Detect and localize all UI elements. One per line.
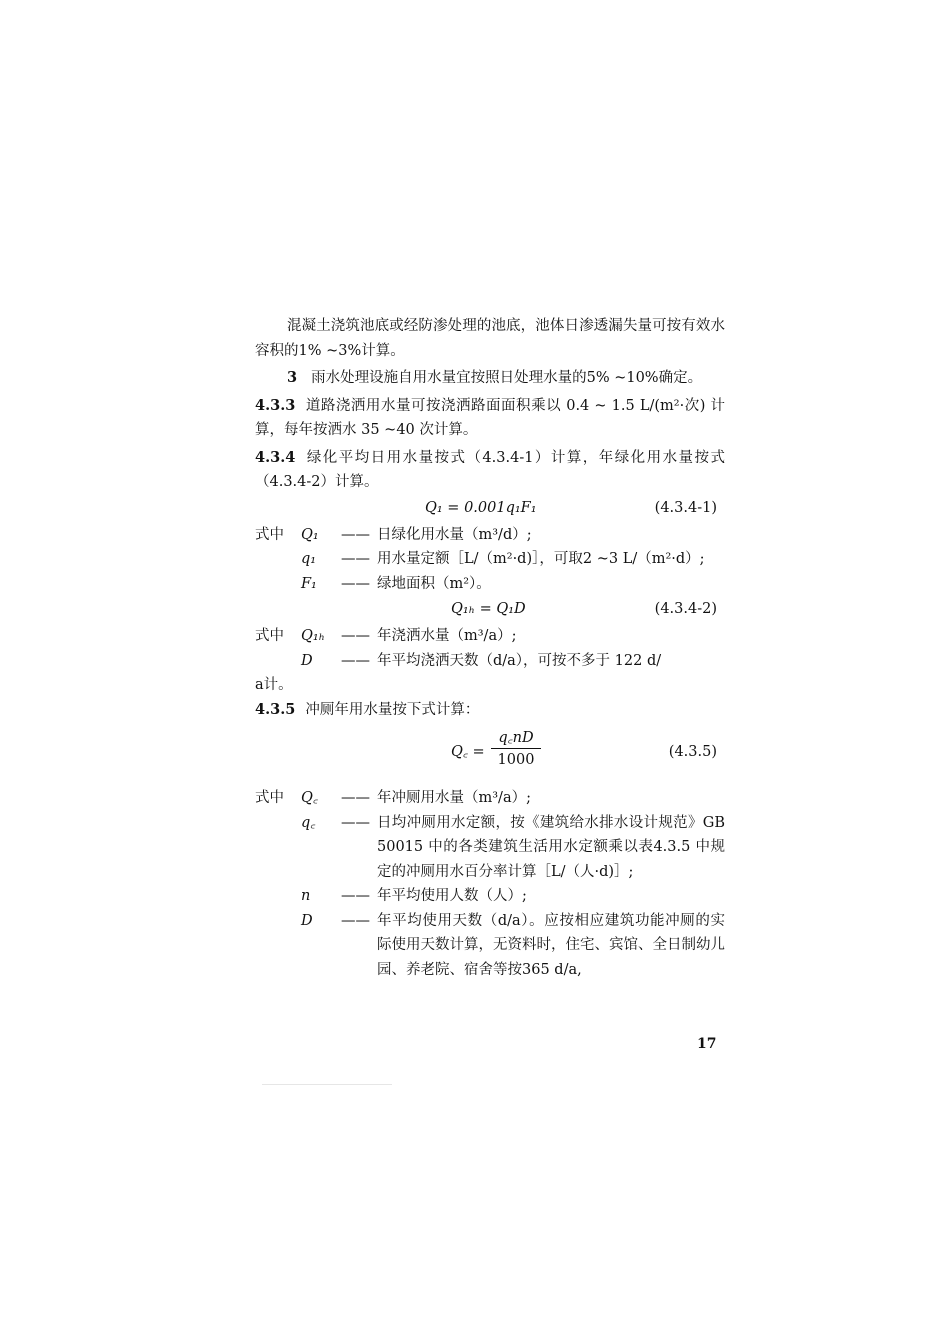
where-label: [255, 547, 301, 572]
symbol: q₁: [301, 551, 317, 567]
where-label: 式中: [255, 628, 284, 644]
definition-text: 年冲厕用水量（m³/a）;: [377, 790, 531, 806]
page-number: 17: [697, 1036, 717, 1052]
symbol: Q₁ₕ: [301, 628, 325, 644]
clause-4-3-4: [255, 446, 725, 495]
clause-text: 冲厕年用水量按下式计算：: [305, 701, 480, 718]
definition-text: 年平均浇洒天数（d/a），可按不多于 122 d/: [377, 652, 662, 669]
clause-number: 4.3.5: [255, 700, 296, 718]
fraction-denominator: 1000: [497, 752, 535, 768]
symbol: Q₁: [301, 526, 319, 543]
formula-expression: Q₁ = 0.001q₁F₁: [425, 499, 537, 516]
item-3: [255, 366, 725, 391]
definition-row: [255, 572, 725, 597]
definition-row: [255, 786, 725, 811]
formula-expression: Q₁ₕ = Q₁D: [451, 601, 526, 617]
clause-text: 道路浇洒用水量可按浇洒路面面积乘以 0.4 ~ 1.5 L/(m²·次) 计算，每年按洒水 35 ~40 次计算。: [255, 397, 725, 438]
definition-text: 日均冲厕用水定额，按《建筑给水排水设计规范》GB 50015 中的各类建筑生活用水定额乘以表4.3.5 中规定的冲厕用水百分率计算［L/（人·d)］;: [377, 814, 725, 880]
clause-4-3-3: [255, 394, 725, 443]
dash: ——: [341, 912, 370, 929]
faint-divider: [262, 1084, 392, 1085]
clause-4-3-5: [255, 698, 725, 723]
where-label: [255, 811, 301, 885]
dash: ——: [341, 790, 370, 806]
formula-number: (4.3.4-2): [654, 601, 717, 617]
definitions-3: [255, 786, 725, 982]
dash: ——: [341, 526, 370, 543]
item-number: 3: [287, 369, 298, 386]
clause-text: 绿化平均日用水量按式（4.3.4-1）计算，年绿化用水量按式（4.3.4-2）计算。: [255, 449, 725, 490]
definition-row: [255, 649, 725, 674]
where-label: 式中: [255, 526, 284, 543]
dash: ——: [341, 551, 370, 567]
formula-lhs: Q꜀ =: [451, 744, 485, 760]
definition-row: [255, 884, 725, 909]
clause-number: 4.3.3: [255, 396, 296, 414]
clause-number: 4.3.4: [255, 448, 296, 466]
definition-text: 年平均使用天数（d/a）。应按相应建筑功能冲厕的实际使用天数计算，无资料时，住宅、宾馆、全日制幼儿园、养老院、宿舍等按365 d/a,: [377, 912, 725, 978]
where-label: [255, 884, 301, 909]
definition-row: [255, 811, 725, 885]
where-label: [255, 572, 301, 597]
symbol: n: [301, 888, 311, 904]
definition-text: 绿地面积（m²）。: [377, 575, 491, 592]
item-text: 雨水处理设施自用水量宜按照日处理水量的5% ~10%确定。: [311, 370, 703, 386]
definitions-1: [255, 523, 725, 597]
definition-row: [255, 547, 725, 572]
symbol: q꜀: [301, 814, 316, 831]
symbol: F₁: [301, 575, 317, 592]
where-label: [255, 649, 301, 674]
definition-row: [255, 909, 725, 983]
dash: ——: [341, 575, 370, 592]
symbol: Q꜀: [301, 790, 318, 806]
definitions-2: [255, 624, 725, 673]
formula-4-3-5: [255, 728, 725, 778]
fraction-numerator: q꜀nD: [491, 728, 541, 749]
symbol: D: [301, 652, 313, 669]
definition-text: 年浇洒水量（m³/a）;: [377, 628, 517, 644]
definition-text: 日绿化用水量（m³/d）;: [377, 526, 532, 543]
dash: ——: [341, 652, 370, 669]
definition-text: 用水量定额［L/（m²·d)］，可取2 ~3 L/（m²·d）;: [377, 551, 705, 567]
formula-4-3-4-1: [255, 496, 725, 522]
formula-fraction: [491, 728, 541, 771]
formula-4-3-4-2: [255, 597, 725, 623]
formula-number: (4.3.5): [668, 744, 717, 760]
dash: ——: [341, 628, 370, 644]
body-text: [255, 314, 725, 982]
where-label: 式中: [255, 790, 284, 806]
where-label: [255, 909, 301, 983]
dash: ——: [341, 814, 370, 831]
definition-text: 年平均使用人数（人）;: [377, 888, 527, 904]
definition-tail: a计。: [255, 677, 293, 693]
definition-row: [255, 523, 725, 548]
dash: ——: [341, 888, 370, 904]
symbol: D: [301, 912, 313, 929]
formula-number: (4.3.4-1): [654, 499, 717, 516]
definition-row: [255, 624, 725, 649]
paragraph-continued: 混凝土浇筑池底或经防渗处理的池底，池体日渗透漏失量可按有效水容积的1% ~3%计算。: [255, 318, 725, 359]
